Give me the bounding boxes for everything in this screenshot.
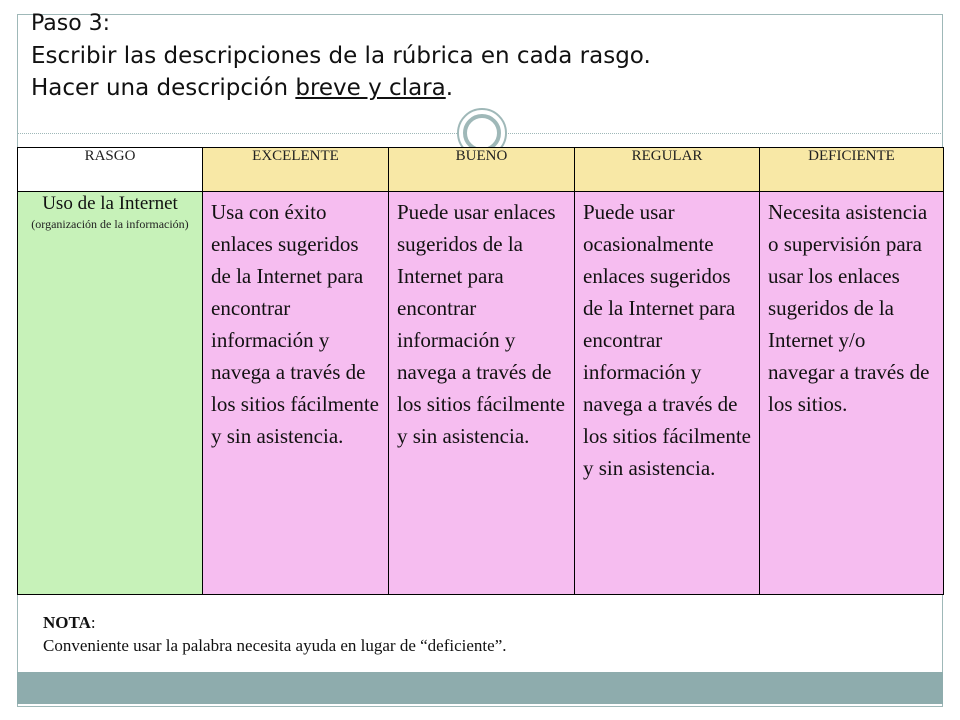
rubric-table — [17, 147, 944, 595]
desc-bueno: Puede usar enlaces sugeridos de la Internet para encontrar información y navega a través de los sitios fácilmente y sin asistencia. — [389, 192, 575, 595]
desc-deficiente: Necesita asistencia o supervisión para usar los enlaces sugeridos de la Internet y/o navegar a través de los sitios. — [760, 192, 944, 595]
instruction-line-2-prefix: Hacer una descripción — [31, 75, 296, 101]
note-heading — [43, 611, 923, 634]
rasgo-name: Uso de la Internet — [42, 193, 178, 214]
rubric-row — [18, 192, 944, 595]
instruction-line-1: Escribir las descripciones de la rúbrica en cada rasgo. — [31, 43, 651, 69]
slide-title — [31, 8, 921, 104]
rasgo-note: (organización de la información) — [31, 217, 189, 231]
note-block — [43, 611, 923, 657]
desc-excelente: Usa con éxito enlaces sugeridos de la Internet para encontrar información y navega a través de los sitios fácilmente y sin asistencia. — [203, 192, 389, 595]
header-bueno: BUENO — [389, 148, 575, 192]
note-colon: : — [90, 613, 96, 632]
rubric-header-row — [18, 148, 944, 192]
instruction-line-2 — [31, 72, 921, 104]
header-deficiente: DEFICIENTE — [760, 148, 944, 192]
step-label: Paso 3: — [31, 11, 111, 36]
instruction-line-2-suffix: . — [445, 75, 454, 101]
note-text: Conveniente usar la palabra necesita ayuda en lugar de “deficiente”. — [43, 636, 507, 655]
header-excelente: EXCELENTE — [203, 148, 389, 192]
footer-bar — [17, 672, 943, 704]
header-regular: REGULAR — [575, 148, 760, 192]
note-title: NOTA — [43, 613, 91, 632]
instruction-emphasis: breve y clara — [295, 75, 446, 101]
desc-regular: Puede usar ocasionalmente enlaces sugeridos de la Internet para encontrar información y navega a través de los sitios fácilmente y sin asistencia. — [575, 192, 760, 595]
header-rasgo: RASGO — [18, 148, 203, 192]
rasgo-cell — [18, 192, 203, 595]
